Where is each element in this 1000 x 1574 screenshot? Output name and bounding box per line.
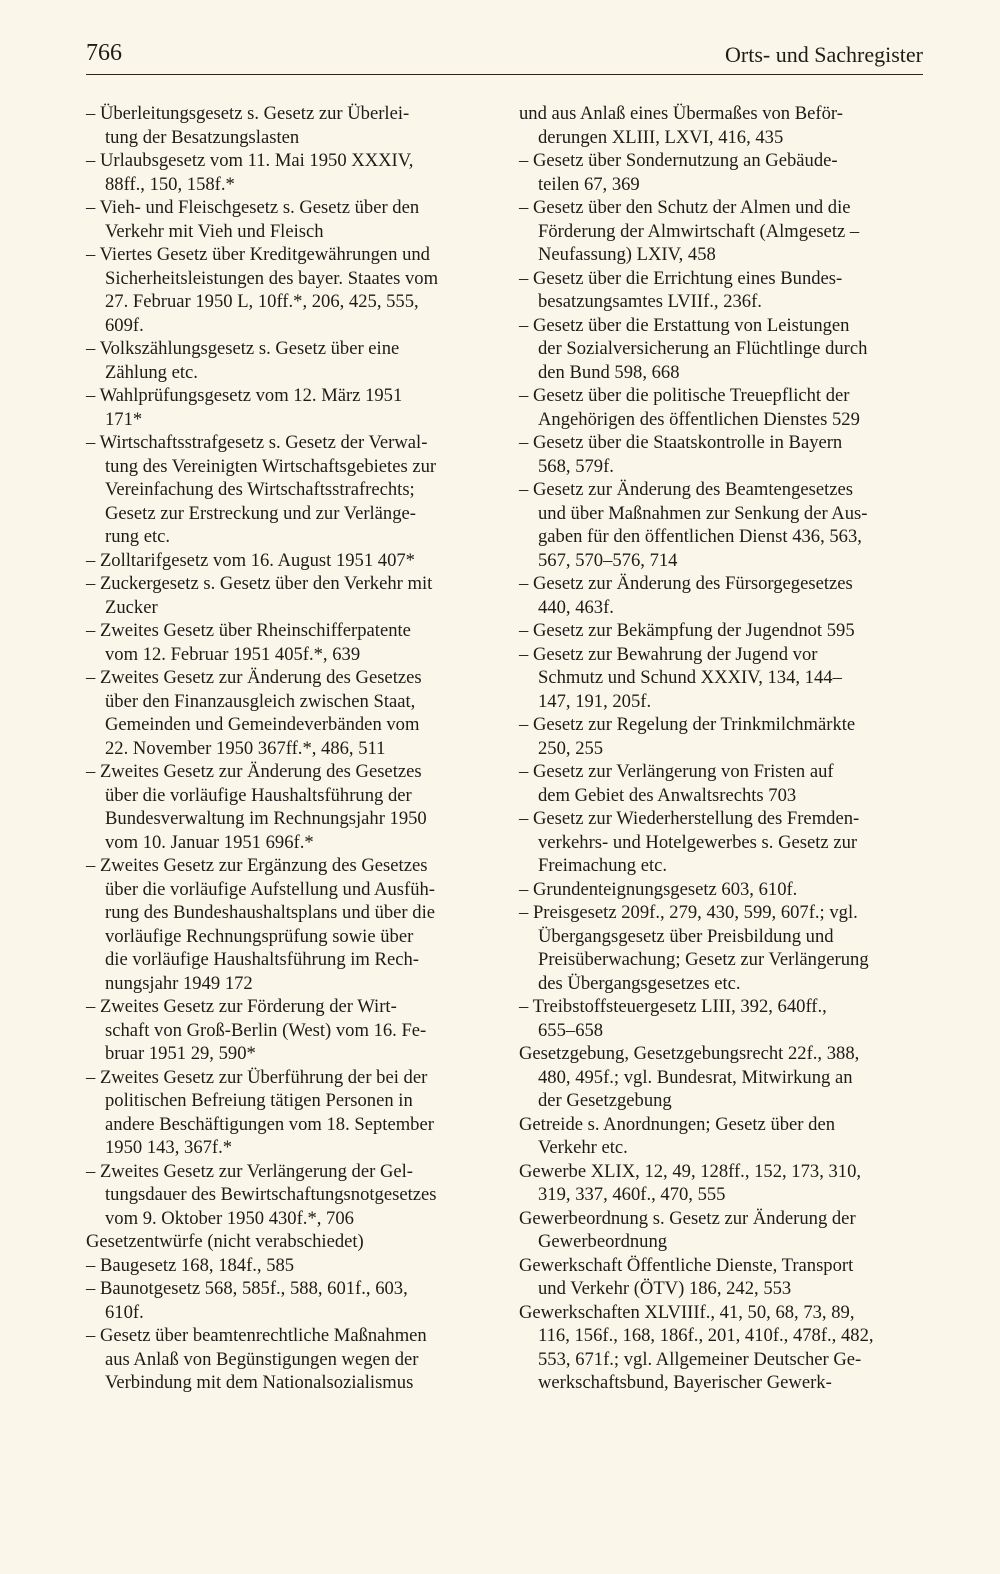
index-entry: – Gesetz zur Wiederherstellung des Fremden- verkehrs- und Hotelgewerbes s. Gesetz zur Freimachung etc. xyxy=(519,808,860,876)
index-entry: – Gesetz zur Änderung des Beamtengesetzes und über Maßnahmen zur Senkung der Aus- gaben für den öffentlichen Dienst 436, 563, 567, 570–576, 714 xyxy=(519,479,868,571)
index-entry: – Überleitungsgesetz s. Gesetz zur Überlei- tung der Besatzungslasten xyxy=(86,103,410,148)
page-header xyxy=(86,38,923,75)
index-entry: – Baugesetz 168, 184f., 585 xyxy=(86,1254,295,1276)
index-entry: – Gesetz zur Bekämpfung der Jugendnot 595 xyxy=(519,620,855,641)
index-entry: Gewerkschaften XLVIIIf., 41, 50, 68, 73, 89, 116, 156f., 168, 186f., 201, 410f., 478f., 482, 553, 671f.; vgl. Allgemeiner Deutscher Ge- werkschaftsbund, Bayerischer Gewerk- xyxy=(519,1301,874,1393)
index-column-left xyxy=(86,102,486,1395)
index-column-right xyxy=(519,102,923,1395)
index-entry: Getreide s. Anordnungen; Gesetz über den Verkehr etc. xyxy=(519,1113,835,1158)
index-entry: – Gesetz zur Verlängerung von Fristen auf dem Gebiet des Anwaltsrechts 703 xyxy=(519,761,834,806)
index-entry: – Zweites Gesetz zur Änderung des Gesetzes über die vorläufige Haushaltsführung der Bundesverwaltung im Rechnungsjahr 1950 vom 10. Januar 1951 696f.* xyxy=(86,761,427,853)
index-entry: – Urlaubsgesetz vom 11. Mai 1950 XXXIV, 88ff., 150, 158f.* xyxy=(86,150,414,195)
index-entry: – Wirtschaftsstrafgesetz s. Gesetz der Verwal- tung des Vereinigten Wirtschaftsgebietes zur Vereinfachung des Wirtschaftsstrafrechts; Gesetz zur Erstreckung und zur Verlänge- rung etc. xyxy=(86,432,437,547)
index-entry: – Gesetz über beamtenrechtliche Maßnahmen aus Anlaß von Begünstigungen wegen der Verbindung mit dem Nationalsozialismus xyxy=(86,1325,427,1393)
index-entry: – Zweites Gesetz zur Ergänzung des Gesetzes über die vorläufige Aufstellung und Ausfüh- rung des Bundeshaushaltsplans und über die vorläufige Rechnungsprüfung sowie über die vorläufige Haushaltsführung im Rech- nungsjahr 1949 172 xyxy=(86,855,435,994)
index-entry: und aus Anlaß eines Übermaßes von Beför- derungen XLIII, LXVI, 416, 435 xyxy=(519,103,843,148)
index-entry: – Zweites Gesetz zur Verlängerung der Gel- tungsdauer des Bewirtschaftungsnotgesetzes vom 9. Oktober 1950 430f.*, 706 xyxy=(86,1160,437,1229)
index-entry: – Wahlprüfungsgesetz vom 12. März 1951 171* xyxy=(86,385,403,430)
index-entry: – Gesetz zur Regelung der Trinkmilchmärkte 250, 255 xyxy=(519,714,856,759)
page-number: 766 xyxy=(86,40,122,66)
index-entry: Gewerkschaft Öffentliche Dienste, Transport und Verkehr (ÖTV) 186, 242, 553 xyxy=(519,1254,854,1299)
index-entry: Gesetzgebung, Gesetzgebungsrecht 22f., 388, 480, 495f.; vgl. Bundesrat, Mitwirkung an der Gesetzgebung xyxy=(519,1043,860,1111)
index-entry: – Zolltarifgesetz vom 16. August 1951 407* xyxy=(86,549,415,571)
index-entry: – Gesetz über die Erstattung von Leistungen der Sozialversicherung an Flüchtlinge durch den Bund 598, 668 xyxy=(519,314,868,383)
index-entry: – Treibstoffsteuergesetz LIII, 392, 640ff., 655–658 xyxy=(519,996,827,1041)
index-entry: – Baunotgesetz 568, 585f., 588, 601f., 603, 610f. xyxy=(86,1278,408,1323)
index-entry: – Preisgesetz 209f., 279, 430, 599, 607f.; vgl. Übergangsgesetz über Preisbildung und Preisüberwachung; Gesetz zur Verlängerung des Übergangsgesetzes etc. xyxy=(519,902,869,994)
index-entry: – Viertes Gesetz über Kreditgewährungen und Sicherheitsleistungen des bayer. Staates vom 27. Februar 1950 L, 10ff.*, 206, 425, 555, 609f. xyxy=(86,244,439,336)
index-entry: – Gesetz über Sondernutzung an Gebäude- teilen 67, 369 xyxy=(519,150,838,195)
index-entry: – Zweites Gesetz zur Überführung der bei der politischen Befreiung tätigen Personen in andere Beschäftigungen vom 18. September 1950 143, 367f.* xyxy=(86,1066,434,1158)
index-entry: Gewerbeordnung s. Gesetz zur Änderung der Gewerbeordnung xyxy=(519,1207,856,1252)
running-head: Orts- und Sachregister xyxy=(725,42,923,67)
index-entry: – Zuckergesetz s. Gesetz über den Verkehr mit Zucker xyxy=(86,573,433,618)
index-entry: – Volkszählungsgesetz s. Gesetz über eine Zählung etc. xyxy=(86,338,400,383)
index-entry: – Zweites Gesetz zur Änderung des Gesetzes über den Finanzausgleich zwischen Staat, Gemeinden und Gemeindeverbänden vom 22. November 1950 367ff.*, 486, 511 xyxy=(86,667,422,759)
index-entry: Gewerbe XLIX, 12, 49, 128ff., 152, 173, 310, 319, 337, 460f., 470, 555 xyxy=(519,1160,862,1205)
index-entry: – Gesetz zur Bewahrung der Jugend vor Schmutz und Schund XXXIV, 134, 144– 147, 191, 205f. xyxy=(519,643,842,712)
index-entry: – Zweites Gesetz zur Förderung der Wirt- schaft von Groß-Berlin (West) vom 16. Fe- bruar 1951 29, 590* xyxy=(86,996,427,1064)
index-entry: – Gesetz über die Errichtung eines Bundes- besatzungsamtes LVIIf., 236f. xyxy=(519,267,843,312)
index-entry: – Gesetz zur Änderung des Fürsorgegesetzes 440, 463f. xyxy=(519,573,853,618)
index-entry: – Zweites Gesetz über Rheinschifferpatente vom 12. Februar 1951 405f.*, 639 xyxy=(86,620,411,665)
index-entry: – Grundenteignungsgesetz 603, 610f. xyxy=(519,878,798,900)
index-entry: – Gesetz über die Staatskontrolle in Bayern 568, 579f. xyxy=(519,432,843,477)
index-entry: Gesetzentwürfe (nicht verabschiedet) xyxy=(86,1231,364,1252)
index-entry: – Gesetz über die politische Treuepflicht der Angehörigen des öffentlichen Dienstes 529 xyxy=(519,385,860,430)
index-entry: – Gesetz über den Schutz der Almen und die Förderung der Almwirtschaft (Almgesetz – Neufassung) LXIV, 458 xyxy=(519,197,860,265)
index-entry: – Vieh- und Fleischgesetz s. Gesetz über den Verkehr mit Vieh und Fleisch xyxy=(86,197,420,242)
